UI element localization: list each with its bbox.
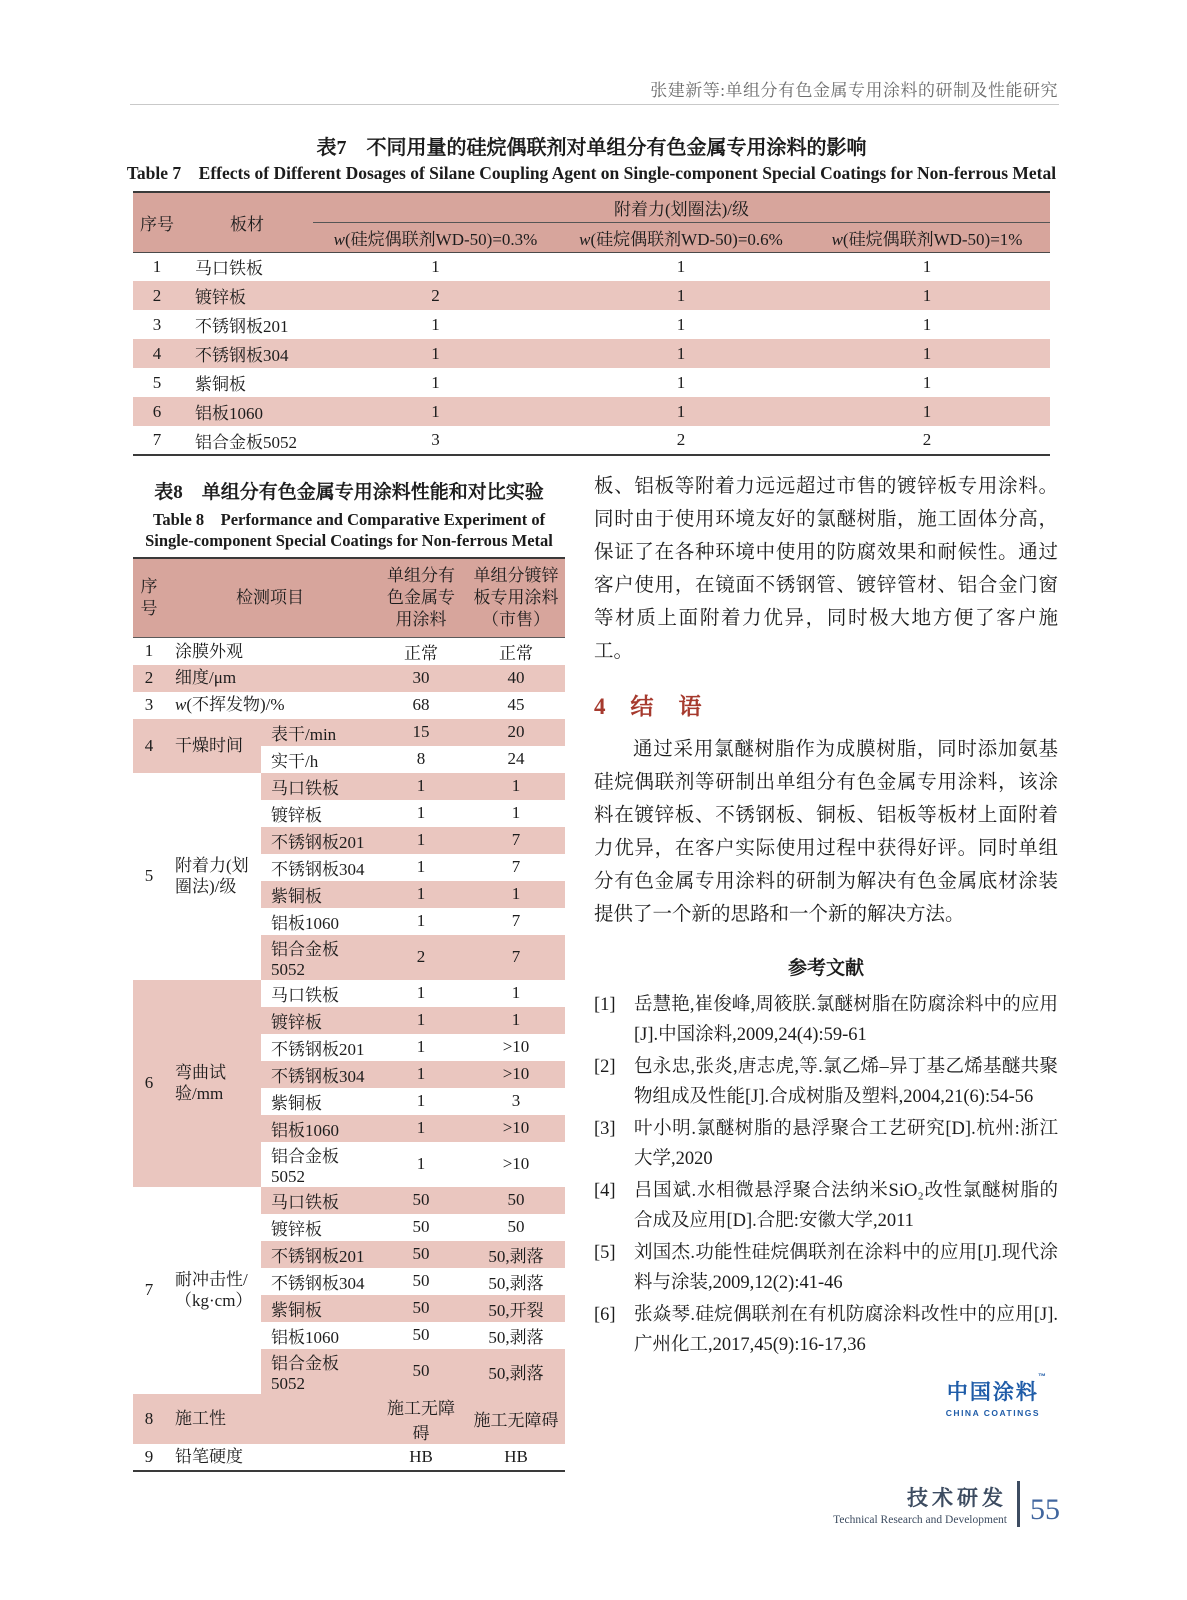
table-cell: 2 (922, 430, 932, 449)
table-row (133, 638, 565, 665)
table-cell: 50,剥落 (488, 1327, 544, 1347)
right-column (594, 470, 1058, 1421)
table-cell: 1 (416, 830, 426, 849)
footer-label-zh: 技术研发 (907, 1486, 1007, 1510)
table-cell: 7 (511, 947, 521, 966)
table-row (133, 1187, 565, 1214)
table-cell: 24 (507, 749, 525, 768)
logo-block (945, 1372, 1048, 1418)
table-cell: 正常 (499, 643, 533, 663)
table-cell: 弯曲试验/mm (165, 980, 261, 1187)
table-cell: 2 (676, 430, 686, 449)
reference-marker: [2] (594, 1057, 616, 1077)
table-cell: 50 (507, 1217, 525, 1236)
table-cell: 1 (676, 372, 686, 392)
table-cell: 4 (152, 343, 162, 363)
table-cell: 铝板1060 (195, 404, 263, 423)
table-cell: 50 (412, 1271, 430, 1290)
table-cell: 15 (412, 722, 430, 741)
reference-text: 张焱琴.硅烷偶联剂在有机防腐涂料改性中的应用[J].广州化工,2017,45(9):16-17,36 (634, 1305, 1058, 1355)
table-cell: 1 (511, 983, 521, 1002)
table-cell: 40 (507, 668, 525, 687)
table-cell: 6 (133, 980, 165, 1187)
reference-text: 刘国杰.功能性硅烷偶联剂在涂料中的应用[J].现代涂料与涂装,2009,12(2):41-46 (634, 1243, 1058, 1293)
table-cell: 细度/μm (175, 668, 237, 688)
table7-caption-en: Table 7 Effects of Different Dosages of Silane Coupling Agent on Single-component Special Coatings for Non-ferrous Metal (126, 163, 1057, 183)
table-row (133, 719, 565, 746)
table-cell: 1 (416, 1091, 426, 1110)
table-row (133, 397, 1050, 426)
table-cell: 50 (412, 1325, 430, 1344)
table-row (133, 980, 565, 1007)
reference-text: 包永忠,张炎,唐志虎,等.氯乙烯–异丁基乙烯基醚共聚物组成及性能[J].合成树脂及塑料,2004,21(6):54-56 (634, 1057, 1058, 1107)
table-cell: 不锈钢板304 (271, 1066, 365, 1086)
table-cell: 7 (511, 857, 521, 876)
table-cell: 1 (416, 857, 426, 876)
table-cell: 铝板1060 (271, 1327, 339, 1347)
table-cell: 紫铜板 (271, 886, 322, 906)
table-cell: 3 (431, 430, 440, 449)
table-cell: 1 (511, 776, 521, 795)
running-head: 张建新等:单组分有色金属专用涂料的研制及性能研究 (650, 81, 1058, 100)
reference-text: 吕国斌.水相微悬浮聚合法纳米SiO₂改性氯醚树脂的合成及应用[D].合肥:安徽大学,2011 (634, 1181, 1058, 1231)
table7-body (133, 252, 1050, 455)
table-cell: 镀锌板 (271, 1219, 322, 1239)
table-cell: >10 (502, 1118, 530, 1137)
table-cell: 不锈钢板201 (195, 317, 289, 336)
table-cell: 50,开裂 (488, 1300, 544, 1320)
table-cell: 7 (152, 430, 162, 449)
table8-header-no: 序号 (140, 576, 158, 618)
reference-item (594, 1300, 1058, 1360)
table-cell: 1 (676, 285, 686, 305)
paragraph-conclusion: 通过采用氯醚树脂作为成膜树脂，同时添加氨基硅烷偶联剂等研制出单组分有色金属专用涂料，该涂料在镀锌板、不锈钢板、铜板、铝板等板材上面附着力优异，在客户实际使用过程中获得好评。同时单组分有色金属专用涂料的研制为解决有色金属底材涂装提供了一个新的思路和一个新的解决方法。 (594, 739, 1058, 925)
table-cell: HB (504, 1446, 528, 1466)
reference-marker: [4] (594, 1181, 616, 1201)
table-cell: 7 (133, 1187, 165, 1394)
table-cell: 5 (152, 372, 162, 392)
footer-divider-bar (1017, 1481, 1020, 1527)
table-cell: 不锈钢板304 (195, 346, 289, 365)
table-cell: 1 (431, 343, 440, 363)
table-cell: 50 (412, 1244, 430, 1263)
table-cell: 铝板1060 (271, 1120, 339, 1140)
table-cell: 7 (511, 830, 521, 849)
table-cell: 1 (922, 372, 932, 392)
table7 (133, 191, 1050, 456)
table-cell: 干燥时间 (165, 719, 261, 773)
table-cell: 1 (922, 285, 932, 305)
table-cell: 1 (676, 256, 686, 276)
italic-w: w (333, 229, 346, 249)
table-row (133, 665, 565, 692)
table-cell: 1 (431, 372, 440, 392)
table-row (133, 1394, 565, 1444)
table8 (133, 557, 565, 1472)
table-cell: 1 (676, 401, 686, 421)
table-cell: 镀锌板 (271, 1012, 322, 1032)
reference-marker: [6] (594, 1305, 616, 1325)
table-cell: 1 (416, 776, 426, 795)
table-cell: 实干/h (271, 751, 319, 771)
table-cell: 1 (416, 884, 426, 903)
reference-marker: [3] (594, 1119, 616, 1139)
table-cell: 马口铁板 (271, 985, 339, 1005)
trademark-icon: ™ (1038, 1372, 1048, 1381)
table-row (133, 692, 565, 719)
table-cell: 50 (412, 1190, 430, 1209)
table7-header-no: 序号 (140, 214, 174, 234)
table7-header-dosage-1 (804, 222, 1050, 252)
table-cell: >10 (502, 1154, 530, 1173)
table-cell: 50 (412, 1361, 430, 1380)
table8-header-col2: 单组分镀锌板专用涂料（市售） (473, 565, 559, 630)
table-cell: 2 (152, 285, 162, 305)
table-cell: 30 (412, 668, 430, 687)
table-cell: 马口铁板 (195, 259, 263, 279)
reference-item (594, 990, 1058, 1050)
table-cell: 1 (922, 256, 932, 276)
table-cell: 施工无障碍 (473, 1411, 559, 1430)
table8-caption-zh: 表8 单组分有色金属专用涂料性能和对比实验 (154, 482, 544, 503)
table8-body (133, 638, 565, 1471)
table-cell: >10 (502, 1064, 530, 1083)
table-cell: 2 (431, 285, 440, 305)
footer-section-label (833, 1482, 1007, 1526)
table-cell: 1 (511, 803, 521, 822)
table8-header-col1: 单组分有色金属专用涂料 (387, 565, 455, 630)
table-cell: 50 (412, 1298, 430, 1317)
table-cell: 68 (412, 695, 430, 714)
table-cell: 50,剥落 (488, 1246, 544, 1266)
table-cell: 1 (416, 1118, 426, 1137)
table-cell: 铝合金板5052 (271, 1146, 339, 1186)
paragraph-continuation: 板、铝板等附着力远远超过市售的镀锌板专用涂料。同时由于使用环境友好的氯醚树脂，施工固体分高，保证了在各种环境中使用的防腐效果和耐候性。通过客户使用，在镜面不锈钢管、镀锌管材、铝合金门窗等材质上面附着力优异，同时极大地方便了客户施工。 (594, 476, 1058, 662)
reference-item (594, 1176, 1058, 1236)
table-cell: 1 (416, 803, 426, 822)
table7-header-adhesion-span: 附着力(划圈法)/级 (313, 192, 1050, 222)
logo-zh-label: 中国涂料 (946, 1381, 1039, 1404)
table-cell: w(不挥发物)/% (175, 695, 285, 715)
table-cell: 50,剥落 (488, 1273, 544, 1293)
italic-w: w (831, 229, 843, 249)
page-footer (833, 1481, 1060, 1527)
table-cell: 不锈钢板201 (271, 1246, 365, 1266)
reference-text: 岳慧艳,崔俊峰,周筱朕.氯醚树脂在防腐涂料中的应用[J].中国涂料,2009,24(4):59-61 (634, 995, 1058, 1045)
table-cell: 紫铜板 (271, 1300, 322, 1320)
table8-header-item: 检测项目 (236, 587, 304, 607)
table-cell: 7 (511, 911, 521, 930)
table-cell: 1 (431, 401, 440, 421)
table-cell: >10 (502, 1037, 530, 1056)
table-cell: 1 (416, 1064, 426, 1083)
table-cell: 不锈钢板304 (271, 1273, 365, 1293)
table-cell: 8 (416, 749, 426, 768)
table-row (133, 558, 565, 638)
reference-item (594, 1238, 1058, 1298)
table-cell: 1 (416, 911, 426, 930)
table-cell: 1 (676, 343, 686, 363)
footer-label-en: Technical Research and Development (833, 1514, 1007, 1526)
header-rule (130, 104, 1059, 105)
table-cell: 紫铜板 (271, 1093, 322, 1113)
table-row (133, 426, 1050, 455)
italic-w: w (175, 695, 187, 715)
table-cell: 不锈钢板201 (271, 1039, 365, 1059)
reference-text: 叶小明.氯醚树脂的悬浮聚合工艺研究[D].杭州:浙江大学,2020 (634, 1119, 1058, 1169)
table-cell: 1 (416, 983, 426, 1002)
header-label: (硅烷偶联剂WD-50)=1% (842, 229, 1023, 249)
table-row (133, 192, 1050, 222)
table-cell: 紫铜板 (195, 375, 246, 394)
table-cell: 铝合金板5052 (271, 939, 339, 979)
table-cell: 施工无障碍 (387, 1398, 455, 1443)
table-cell: 50 (412, 1217, 430, 1236)
table-cell: 铝合金板5052 (271, 1353, 339, 1393)
page-number: 55 (1030, 1493, 1060, 1526)
table-cell: 正常 (404, 643, 438, 663)
table-cell: 6 (152, 401, 162, 421)
logo-text-zh (946, 1372, 1048, 1406)
table-cell: 2 (416, 947, 426, 966)
table8-header (133, 558, 565, 638)
table-cell: 50,剥落 (488, 1363, 544, 1383)
table-cell: 4 (133, 719, 165, 773)
china-coatings-logo (594, 1372, 1058, 1421)
table-cell: 铝合金板5052 (195, 432, 297, 452)
logo-text-en: CHINA COATINGS (945, 1408, 1040, 1418)
table-row (133, 339, 1050, 368)
table-row (133, 1444, 565, 1471)
table8-caption-en-line2: Single-component Special Coatings for Non-ferrous Metal (145, 531, 553, 550)
table-row (133, 773, 565, 800)
table-cell: 耐冲击性/（kg·cm） (165, 1187, 261, 1394)
table-cell: 铝板1060 (271, 913, 339, 933)
references-list (594, 990, 1058, 1360)
table-cell: 8 (144, 1408, 154, 1428)
table7-header-dosage-03 (313, 222, 558, 252)
table-cell: 附着力(划圈法)/级 (165, 773, 261, 980)
table8-caption-en-line1: Table 8 Performance and Comparative Experiment of (152, 510, 546, 529)
table-row (133, 281, 1050, 310)
table-cell: 1 (511, 1010, 521, 1029)
reference-item (594, 1114, 1058, 1174)
table7-header-dosage-06 (558, 222, 804, 252)
table-cell: 1 (431, 256, 440, 276)
table-cell: 3 (144, 695, 154, 714)
reference-marker: [1] (594, 995, 616, 1015)
table-cell: 1 (431, 314, 440, 334)
table7-caption-zh: 表7 不同用量的硅烷偶联剂对单组分有色金属专用涂料的影响 (316, 137, 867, 159)
table-cell: 马口铁板 (271, 778, 339, 798)
table-cell: 2 (144, 668, 154, 687)
table-cell: 表干/min (271, 724, 337, 744)
reference-item (594, 1052, 1058, 1112)
table-cell: 1 (416, 1037, 426, 1056)
table-cell: 镀锌板 (271, 805, 322, 825)
table-cell: 1 (922, 343, 932, 363)
table-cell: 不锈钢板201 (271, 832, 365, 852)
table-cell: 马口铁板 (271, 1192, 339, 1212)
table-cell: 5 (133, 773, 165, 980)
table-cell: 涂膜外观 (175, 641, 243, 661)
table7-header (133, 192, 1050, 252)
table-cell: 镀锌板 (195, 288, 246, 307)
reference-marker: [5] (594, 1243, 616, 1263)
table-cell: 1 (416, 1010, 426, 1029)
table-cell: 1 (922, 401, 932, 421)
table-cell: 1 (676, 314, 686, 334)
table-cell: 1 (511, 884, 521, 903)
table-cell: 45 (507, 695, 525, 714)
table-cell: 9 (144, 1446, 154, 1466)
table-cell: 不锈钢板304 (271, 859, 365, 879)
table-cell: 3 (152, 314, 162, 334)
table-cell: 铅笔硬度 (175, 1446, 243, 1466)
table-cell: 50 (507, 1190, 525, 1209)
table-row (133, 252, 1050, 281)
table7-header-substrate: 板材 (230, 214, 264, 234)
table-cell: 1 (144, 641, 154, 661)
table-row (133, 368, 1050, 397)
italic-w: w (579, 229, 591, 249)
header-label: (硅烷偶联剂WD-50)=0.3% (345, 229, 538, 249)
table-cell: 1 (152, 256, 162, 276)
references-title: 参考文献 (787, 958, 864, 979)
table-cell: 20 (507, 722, 525, 741)
table-row (133, 310, 1050, 339)
header-label: (硅烷偶联剂WD-50)=0.6% (590, 229, 783, 249)
section-heading-conclusion: 4 结 语 (594, 694, 703, 719)
table-cell: HB (409, 1446, 433, 1466)
table-cell: 1 (922, 314, 932, 334)
table-cell: 1 (416, 1154, 426, 1173)
table-cell: 3 (511, 1091, 521, 1110)
table-cell: 施工性 (175, 1408, 226, 1428)
